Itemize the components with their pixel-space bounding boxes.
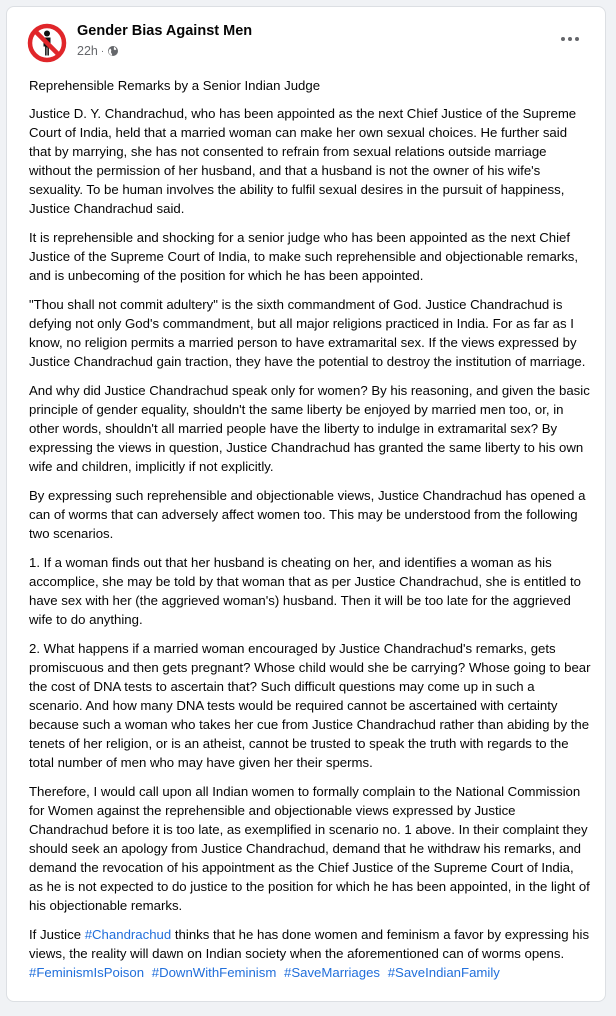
hashtag-link[interactable]: #DownWithFeminism <box>151 965 277 980</box>
paragraph-1: Justice D. Y. Chandrachud, who has been appointed as the next Chief Justice of the Supreme Court of India, held that a married woman can make her own sexual choices. He further said that by marrying, she has not consented to refrain from sexual relations outside marriage without the permission of her husband, and that a husband is not the owner of his wife's sexuality. To be human involves the ability to fulfil sexual desires in the pursuit of happiness, Justice Chandrachud said. <box>29 106 577 216</box>
page-avatar[interactable] <box>27 23 67 63</box>
post-card <box>6 6 606 1002</box>
separator-dot: · <box>100 45 105 57</box>
paragraph-2: It is reprehensible and shocking for a senior judge who has been appointed as the next Chief Justice of the Supreme Court of India, to make such reprehensible and objectionable remarks, and is unbecoming of the position for which he has been appointed. <box>29 230 579 283</box>
globe-icon[interactable] <box>107 45 119 57</box>
dot-icon <box>568 37 572 41</box>
paragraph-6: 1. If a woman finds out that her husband is cheating on her, and identifies a woman as his accomplice, she may be told by that woman that as per Justice Chandrachud, she is entitled to have sex with her (the aggrieved woman's) husband. Then it will be too late for the aggrieved wife to do anything. <box>29 555 581 627</box>
post-timestamp[interactable]: 22h <box>77 44 98 58</box>
hashtag-link[interactable]: #SaveIndianFamily <box>387 965 500 980</box>
p9-text-before: If Justice <box>29 927 85 942</box>
paragraph-4: And why did Justice Chandrachud speak only for women? By his reasoning, and given the basic principle of gender equality, shouldn't the same liberty be enjoyed by married men too, or, in other words, shouldn't all married people have the liberty to indulge in extramarital sex? By expressing the views in question, Justice Chandrachud has granted the same liberty to his own wife and children, implicitly if not explicitly. <box>29 383 590 474</box>
post-text <box>29 76 591 992</box>
dot-icon <box>561 37 565 41</box>
dot-icon <box>575 37 579 41</box>
paragraph-9 <box>29 925 591 963</box>
more-options-button[interactable] <box>561 35 583 43</box>
hashtag-list <box>29 963 591 982</box>
paragraph-3: "Thou shall not commit adultery" is the sixth commandment of God. Justice Chandrachud is defying not only God's commandment, but all major religions practiced in India. For as far as I know, no religion permits a married person to have extramarital sex. If the views expressed by Justice Chandrachud gain traction, they have the potential to destroy the institution of marriage. <box>29 297 586 369</box>
no-man-symbol-icon <box>27 23 67 63</box>
p9-text-after: thinks that he has done women and feminism a favor by expressing his views, the reality will dawn on Indian society when the aforementioned can of worms opens. <box>29 927 590 961</box>
post-header <box>7 7 605 69</box>
page-name[interactable]: Gender Bias Against Men <box>77 23 253 39</box>
hashtag-link[interactable]: #SaveMarriages <box>283 965 381 980</box>
hashtag-link[interactable]: #FeminismIsPoison <box>29 965 145 980</box>
paragraph-7: 2. What happens if a married woman encouraged by Justice Chandrachud's remarks, gets promiscuous and then gets pregnant? Whose child would she be carrying? Whose going to bear the cost of DNA tests to ascertain that? Such difficult questions may come up in such a scenario. And how many DNA tests would be required cannot be ascertained with certainty because such a woman who takes her cue from Justice Chandrachud rather than abiding by the tenets of her religion, or is an atheist, cannot be trusted to speak the truth with regards to the total number of men who may have given her their sperms. <box>29 641 591 770</box>
paragraph-5: By expressing such reprehensible and objectionable views, Justice Chandrachud has opened a can of worms that can adversely affect women too. This may be understood from the following two scenarios. <box>29 488 586 541</box>
paragraph-8: Therefore, I would call upon all Indian women to formally complain to the National Commission for Women against the reprehensible and objectionable views expressed by Justice Chandrachud before it is too late, as exemplified in scenario no. 1 above. In their complaint they should seek an apology from Justice Chandrachud, demand that he withdraw his remarks, and demand the revocation of his appointment as the Chief Justice of the Supreme Court of India, as he is not expected to do justice to the position for which he has been appointed, in the light of his objectionable remarks. <box>29 784 590 913</box>
post-meta <box>77 44 119 58</box>
hashtag-chandrachud[interactable]: #Chandrachud <box>84 927 172 942</box>
post-title: Reprehensible Remarks by a Senior Indian Judge <box>29 78 321 93</box>
